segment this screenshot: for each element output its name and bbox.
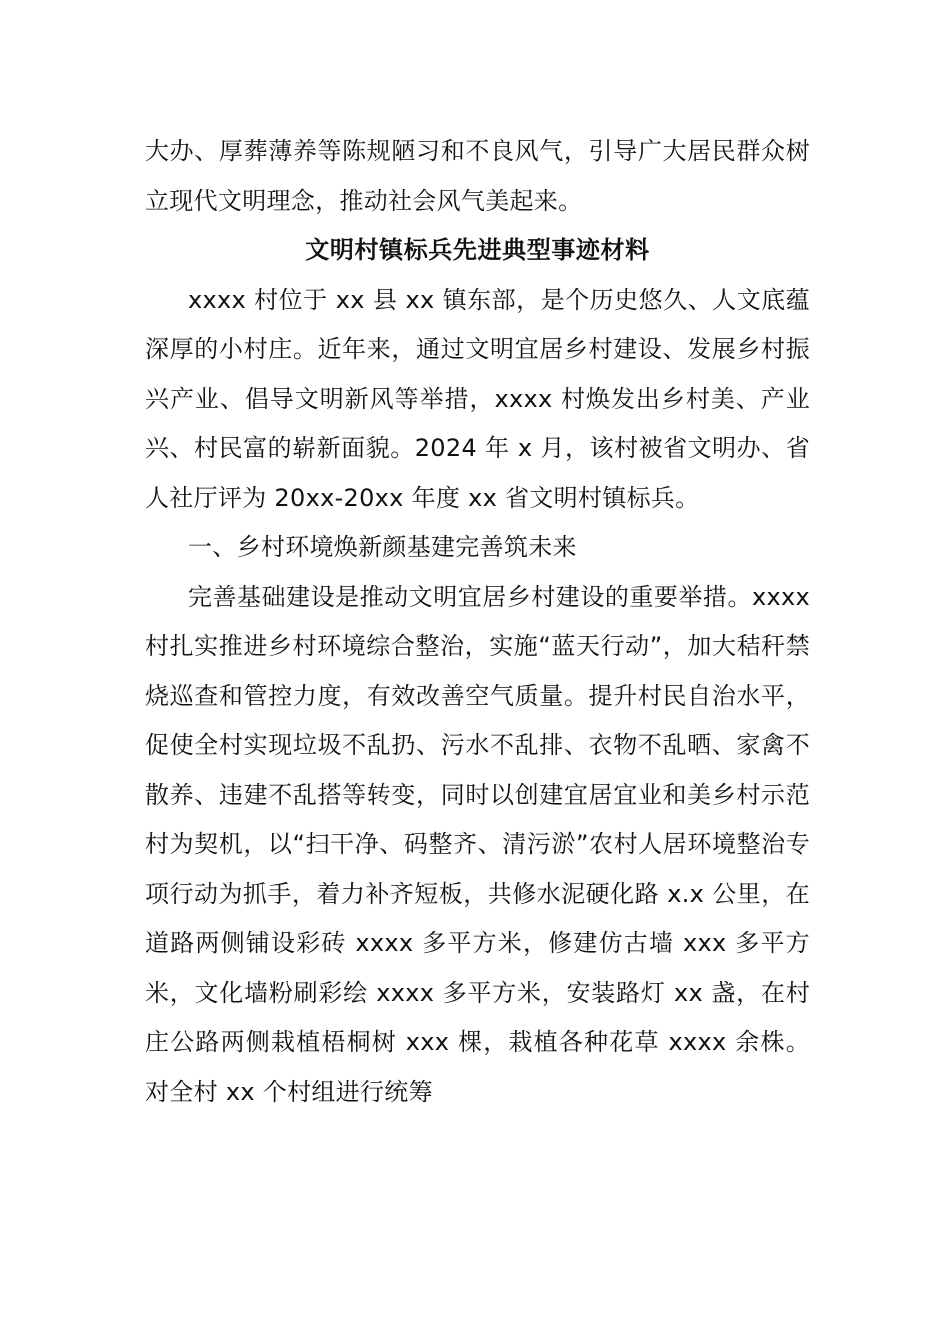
section-body-paragraph: 完善基础建设是推动文明宜居乡村建设的重要举措。xxxx 村扎实推进乡村环境综合整治，实施“蓝天行动”，加大秸秆禁烧巡查和管控力度，有效改善空气质量。提升村民自治水平，促使全村实现垃圾不乱扔、污水不乱排、衣物不乱晒、家禽不散养、违建不乱搭等转变，同时以创建宜居宜业和美乡村示范村为契机，以“扫干净、码整齐、清污淤”农村人居环境整治专项行动为抓手，着力补齐短板，共修水泥硬化路 x.x 公里，在道路两侧铺设彩砖 xxxx 多平方米，修建仿古墙 xxx 多平方米，文化墙粉刷彩绘 xxxx 多平方米，安装路灯 xx 盏，在村庄公路两侧栽植梧桐树 xxx 棵，栽植各种花草 xxxx 余株。对全村 xx 个村组进行统筹 [145, 582, 810, 1106]
document-body [145, 127, 810, 1117]
section-heading: 一、乡村环境焕新颜基建完善筑未来 [188, 533, 577, 561]
intro-paragraph: xxxx 村位于 xx 县 xx 镇东部，是个历史悠久、人文底蕴深厚的小村庄。近年来，通过文明宜居乡村建设、发展乡村振兴产业、倡导文明新风等举措，xxxx 村焕发出乡村美、产业兴、村民富的崭新面貌。2024 年 x 月，该村被省文明办、省人社厅评为 20xx-20xx 年度 xx 省文明村镇标兵。 [145, 285, 810, 512]
continuation-paragraph: 大办、厚葬薄养等陈规陋习和不良风气，引导广大居民群众树立现代文明理念，推动社会风气美起来。 [145, 137, 810, 215]
document-title: 文明村镇标兵先进典型事迹材料 [305, 236, 650, 264]
